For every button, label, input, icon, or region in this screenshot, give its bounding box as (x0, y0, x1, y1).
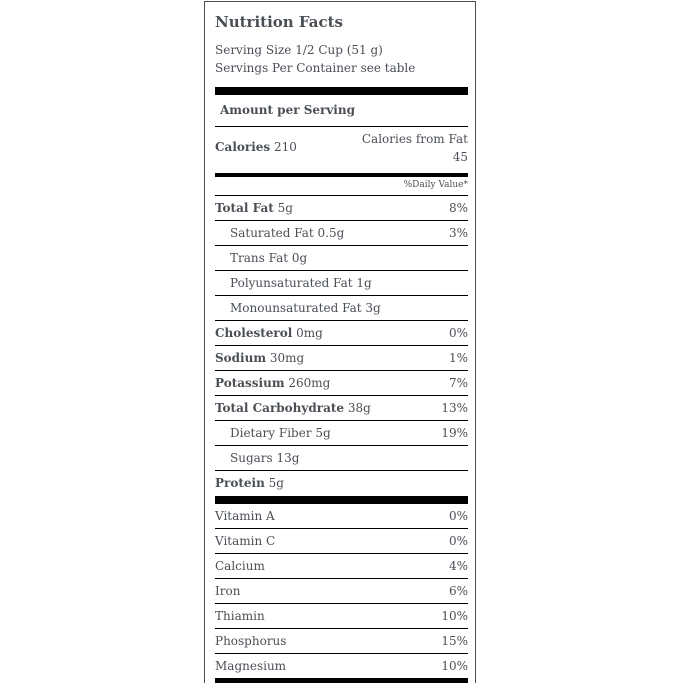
nutrient-daily-value: 7% (448, 376, 468, 390)
amount-per-serving-heading: Amount per Serving (220, 103, 355, 117)
nutrient-amount: 30mg (269, 351, 305, 365)
servings-per-container: Servings Per Container see table (215, 61, 416, 75)
vitamin-row (215, 629, 468, 654)
nutrient-label: Monounsaturated Fat 3g (230, 301, 381, 315)
nutrient-daily-value: 8% (448, 201, 468, 215)
vitamin-daily-value: 10% (441, 659, 468, 673)
medium-divider (215, 173, 468, 177)
nutrient-label: Dietary Fiber 5g (230, 426, 331, 440)
nutrient-name (230, 251, 307, 265)
nutrient-name (215, 376, 330, 390)
nutrient-daily-value: 1% (448, 351, 468, 365)
serving-size: Serving Size 1/2 Cup (51 g) (215, 43, 383, 57)
serving-info (215, 41, 468, 77)
nutrient-label: Potassium (215, 376, 285, 390)
nutrient-daily-value: 13% (441, 401, 468, 415)
nutrient-row (215, 221, 468, 246)
vitamin-daily-value: 4% (448, 559, 468, 573)
nutrient-name (215, 326, 323, 340)
nutrient-row (215, 371, 468, 396)
nutrient-name (215, 401, 371, 415)
nutrient-amount: 5g (277, 201, 293, 215)
nutrient-label: Total Fat (215, 201, 274, 215)
nutrient-row (215, 296, 468, 321)
nutrient-label: Saturated Fat 0.5g (230, 226, 345, 240)
nutrient-daily-value: 3% (448, 226, 468, 240)
vitamin-row (215, 604, 468, 629)
nutrient-amount: 38g (347, 401, 371, 415)
nutrient-row (215, 396, 468, 421)
divider (215, 126, 468, 127)
thick-divider-bottom (215, 678, 468, 683)
vitamin-name: Calcium (215, 559, 265, 573)
thick-divider (215, 496, 468, 504)
nutrient-label: Cholesterol (215, 326, 293, 340)
calories-from-fat (362, 130, 468, 166)
nutrient-label: Trans Fat 0g (230, 251, 308, 265)
nutrient-row (215, 271, 468, 296)
nutrient-name (230, 226, 344, 240)
vitamin-daily-value: 6% (448, 584, 468, 598)
nutrient-row (215, 246, 468, 271)
nutrient-daily-value: 19% (441, 426, 468, 440)
daily-value-header: %Daily Value* (403, 180, 468, 190)
nutrient-row (215, 346, 468, 371)
nutrient-row (215, 196, 468, 221)
vitamin-row (215, 579, 468, 604)
calories (215, 140, 297, 154)
calories-from-fat-label: Calories from Fat (361, 132, 468, 146)
vitamin-name: Iron (215, 584, 241, 598)
nutrient-label: Sugars 13g (230, 451, 300, 465)
nutrient-row (215, 446, 468, 471)
nutrient-amount: 0mg (296, 326, 323, 340)
vitamin-daily-value: 0% (448, 509, 468, 523)
nutrient-name (230, 276, 372, 290)
vitamin-row (215, 654, 468, 679)
vitamin-daily-value: 10% (441, 609, 468, 623)
calories-from-fat-value: 45 (452, 150, 468, 164)
vitamin-daily-value: 0% (448, 534, 468, 548)
nutrient-label: Sodium (215, 351, 267, 365)
nutrient-daily-value: 0% (448, 326, 468, 340)
nutrient-name (230, 301, 381, 315)
vitamin-daily-value: 15% (441, 634, 468, 648)
nutrient-name (215, 351, 304, 365)
label-title: Nutrition Facts (215, 13, 343, 31)
nutrient-label: Total Carbohydrate (215, 401, 345, 415)
nutrient-label: Protein (215, 476, 265, 490)
nutrient-row (215, 321, 468, 346)
thick-divider (215, 87, 468, 95)
vitamin-name: Vitamin C (215, 534, 276, 548)
vitamin-name: Magnesium (215, 659, 287, 673)
calories-row (215, 128, 468, 174)
nutrient-name (215, 476, 284, 490)
vitamin-row (215, 529, 468, 554)
vitamin-row (215, 504, 468, 529)
nutrient-row (215, 471, 468, 496)
calories-value: 210 (274, 140, 297, 154)
nutrient-name (230, 451, 299, 465)
nutrient-name (215, 201, 293, 215)
nutrient-amount: 5g (268, 476, 284, 490)
nutrient-label: Polyunsaturated Fat 1g (230, 276, 372, 290)
vitamin-name: Vitamin A (215, 509, 275, 523)
vitamin-name: Thiamin (215, 609, 265, 623)
nutrient-row (215, 421, 468, 446)
nutrient-name (230, 426, 331, 440)
calories-label: Calories (215, 140, 271, 154)
vitamin-name: Phosphorus (215, 634, 287, 648)
nutrient-amount: 260mg (288, 376, 331, 390)
vitamin-row (215, 554, 468, 579)
nutrition-facts-label (204, 1, 476, 683)
